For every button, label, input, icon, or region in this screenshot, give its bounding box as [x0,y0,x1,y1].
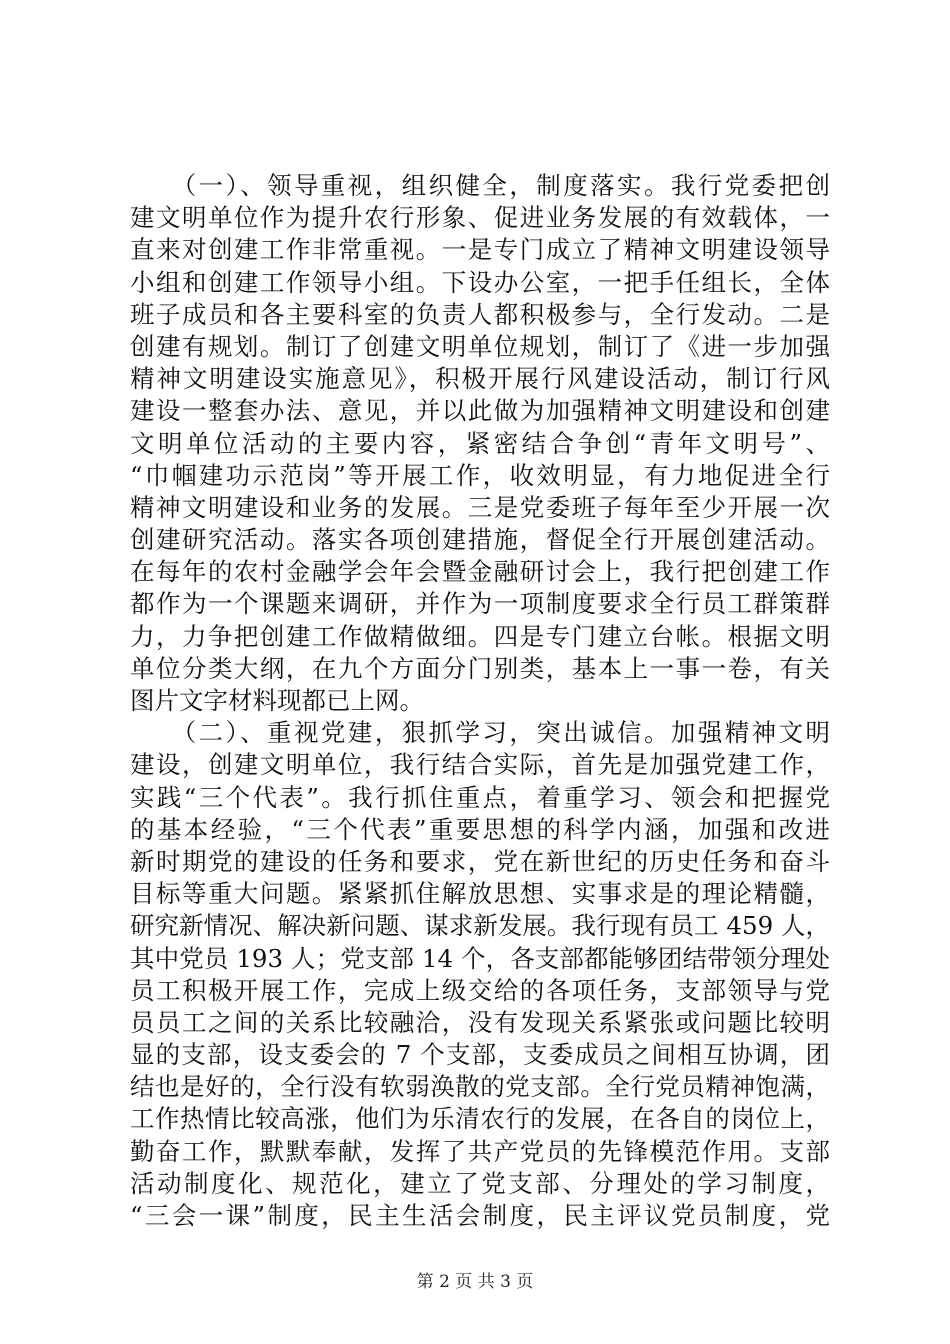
page-footer: 第 2 页 共 3 页 [416,1272,534,1292]
text-line: 勤奋工作，默默奉献，发挥了共产党员的先锋模范作用。支部 [130,1136,830,1166]
text-line: （二）、重视党建，狠抓学习，突出诚信。加强精神文明 [130,718,830,748]
text-line: 目标等重大问题。紧紧抓住解放思想、实事求是的理论精髓， [130,879,830,909]
text-line: “巾帼建功示范岗”等开展工作，收效明显，有力地促进全行 [130,460,830,490]
text-line: 创建有规划。制订了创建文明单位规划，制订了《进一步加强 [130,331,830,361]
text-line: 精神文明建设实施意见》，积极开展行风建设活动，制订行风 [130,364,830,394]
text-line: 单位分类大纲，在九个方面分门别类，基本上一事一卷，有关 [130,653,830,683]
text-line: 结也是好的，全行没有软弱涣散的党支部。全行党员精神饱满， [130,1072,830,1102]
text-line: 精神文明建设和业务的发展。三是党委班子每年至少开展一次 [130,492,830,522]
text-line: 显的支部，设支委会的 7 个支部，支委成员之间相互协调，团 [130,1040,830,1070]
document-body [130,170,830,1232]
text-line: “三会一课”制度，民主生活会制度，民主评议党员制度，党 [130,1201,830,1230]
text-line: 其中党员 193 人；党支部 14 个，各支部都能够团结带领分理处 [130,943,830,973]
text-line: 力，力争把创建工作做精做细。四是专门建立台帐。根据文明 [130,621,830,651]
text-line: 文明单位活动的主要内容，紧密结合争创“青年文明号”、 [130,428,830,458]
text-line: 在每年的农村金融学会年会暨金融研讨会上，我行把创建工作 [130,557,830,587]
text-line: 建文明单位作为提升农行形象、促进业务发展的有效载体，一 [130,203,830,233]
text-line: 建设一整套办法、意见，并以此做为加强精神文明建设和创建 [130,396,830,426]
text-line: 员工积极开展工作，完成上级交给的各项任务，支部领导与党 [130,975,830,1005]
text-line: 活动制度化、规范化，建立了党支部、分理处的学习制度， [130,1168,830,1198]
text-line: 研究新情况、解决新问题、谋求新发展。我行现有员工 459 人， [130,911,830,941]
text-line: 图片文字材料现都已上网。 [130,686,424,715]
text-line: 员员工之间的关系比较融洽，没有发现关系紧张或问题比较明 [130,1007,830,1037]
text-line: 新时期党的建设的任务和要求，党在新世纪的历史任务和奋斗 [130,846,830,876]
text-line: （一）、领导重视，组织健全，制度落实。我行党委把创 [130,171,830,200]
text-line: 都作为一个课题来调研，并作为一项制度要求全行员工群策群 [130,589,830,619]
text-line: 工作热情比较高涨，他们为乐清农行的发展，在各自的岗位上， [130,1104,830,1134]
text-line: 实践“三个代表”。我行抓住重点，着重学习、领会和把握党 [130,782,830,812]
text-line: 建设，创建文明单位，我行结合实际，首先是加强党建工作， [130,750,830,780]
text-line: 的基本经验，“三个代表”重要思想的科学内涵，加强和改进 [130,814,830,844]
text-line: 创建研究活动。落实各项创建措施，督促全行开展创建活动。 [130,525,830,555]
text-line: 小组和创建工作领导小组。下设办公室，一把手任组长，全体 [130,267,830,297]
text-line: 直来对创建工作非常重视。一是专门成立了精神文明建设领导 [130,235,830,265]
text-line: 班子成员和各主要科室的负责人都积极参与，全行发动。二是 [130,299,830,329]
